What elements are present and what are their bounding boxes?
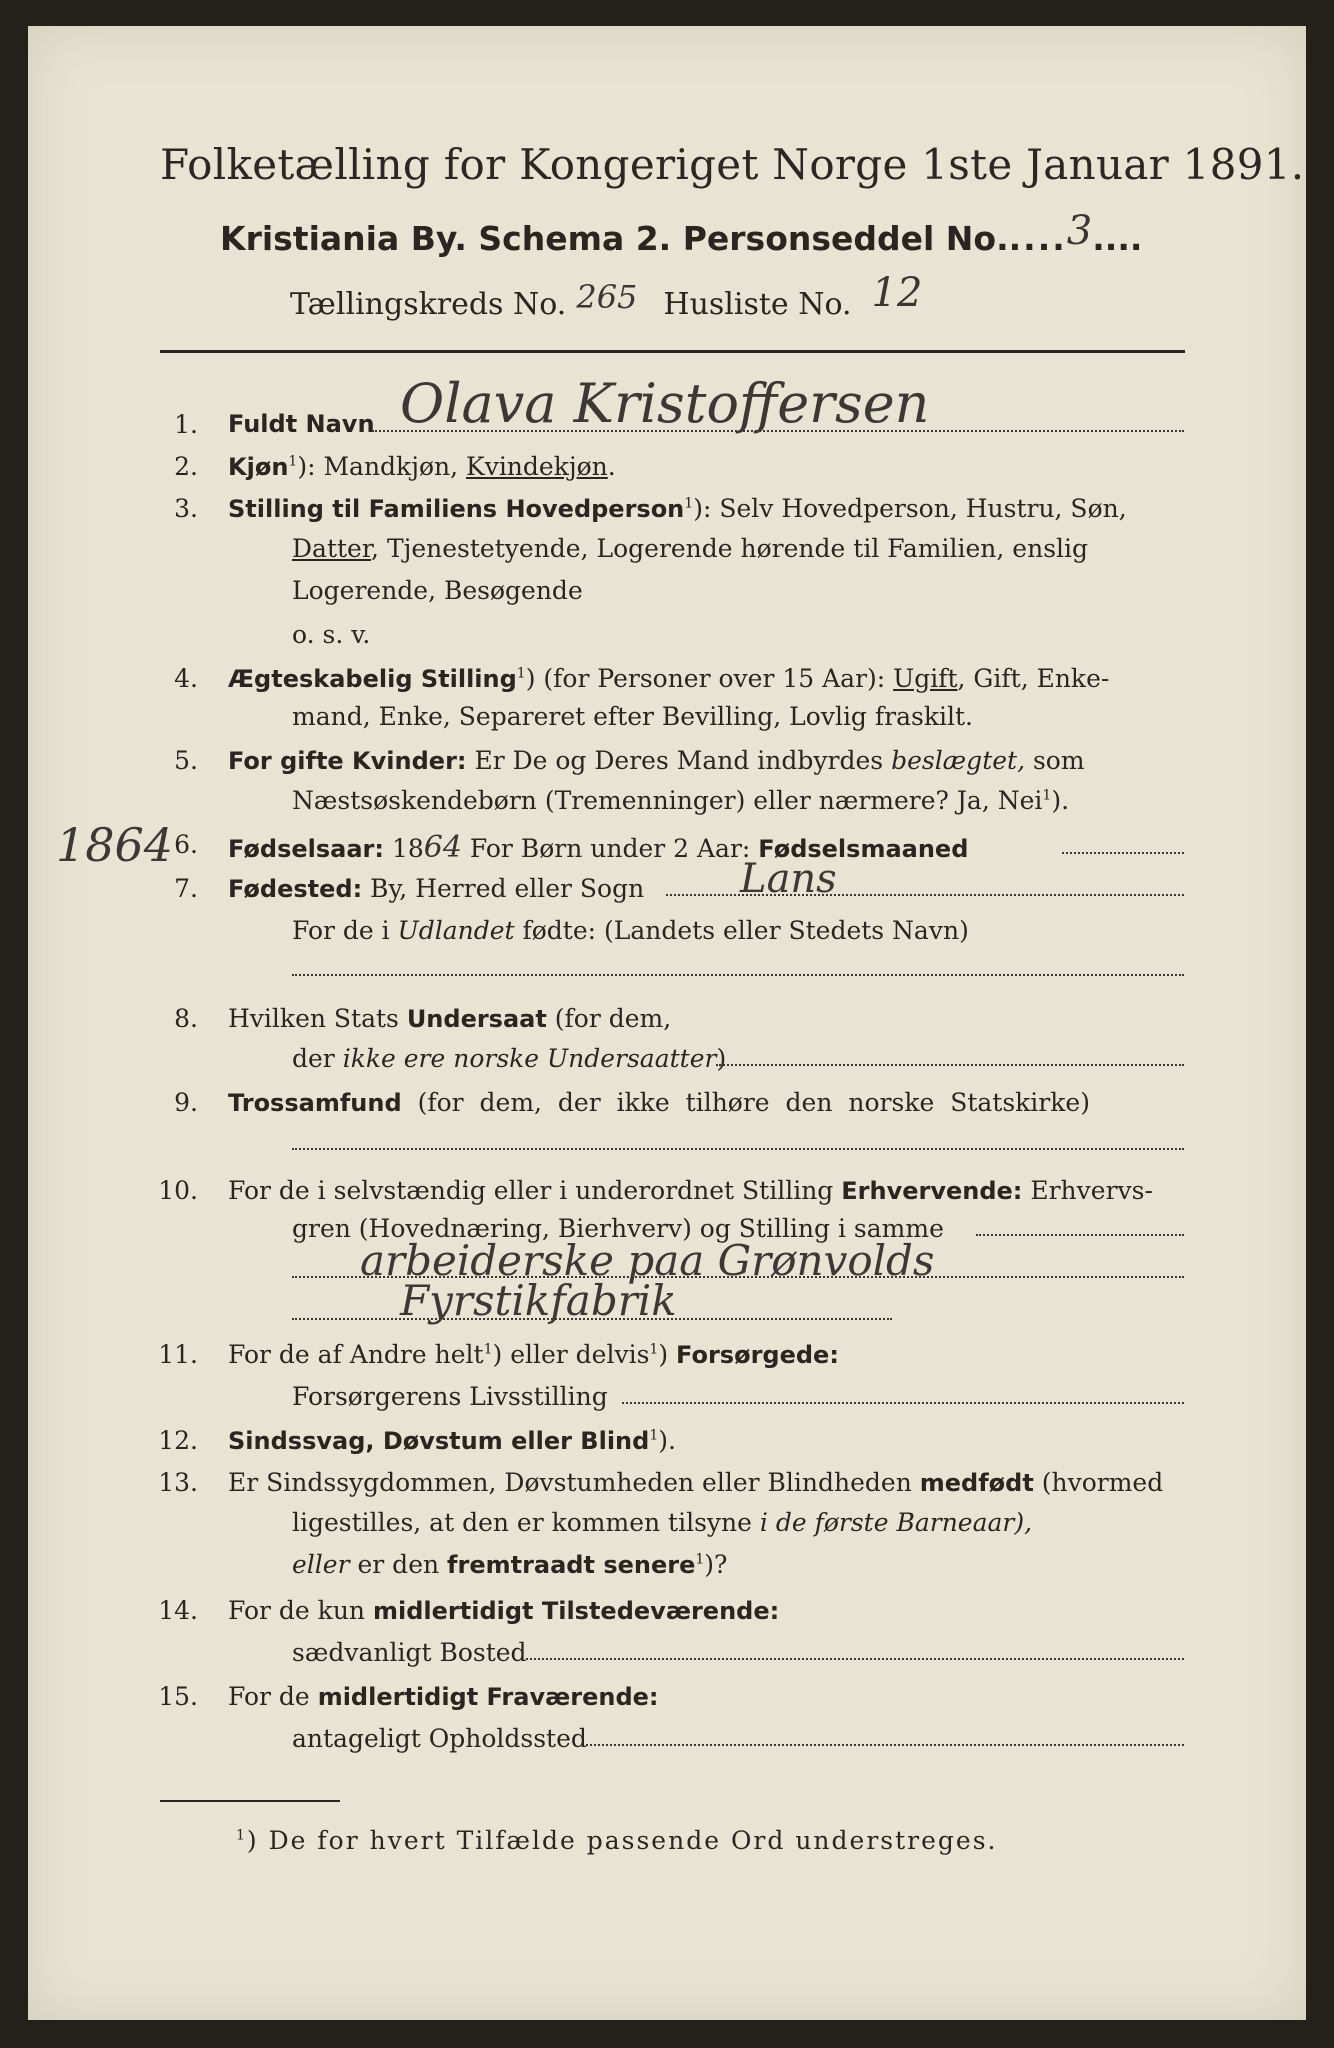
abroad-word: Udlandet bbox=[397, 916, 515, 945]
gender-line bbox=[228, 452, 616, 481]
temp-present-text: For de kun bbox=[228, 1596, 373, 1625]
disability-label: Sindssvag, Døvstum eller Blind bbox=[228, 1427, 650, 1455]
supported-text-b: ) eller delvis bbox=[492, 1340, 650, 1369]
usual-residence-fill bbox=[526, 1658, 1184, 1660]
full-name-answer: Olava Kristoffersen bbox=[400, 372, 930, 435]
husliste-number: 12 bbox=[871, 270, 923, 316]
footnote-ref: 1 bbox=[288, 453, 298, 470]
presumed-residence: antageligt Opholdssted bbox=[292, 1724, 587, 1753]
position-line-3: Logerende, Besøgende bbox=[292, 576, 583, 605]
occupation-answer-2: Fyrstikfabrik bbox=[400, 1276, 677, 1325]
footnote-ref: 1 bbox=[1042, 787, 1052, 804]
item-number: 7. bbox=[174, 874, 198, 903]
position-line-4: o. s. v. bbox=[292, 620, 371, 649]
item-number: 14. bbox=[158, 1596, 198, 1625]
punct: ) bbox=[716, 1044, 727, 1073]
footnote bbox=[236, 1826, 997, 1855]
district-line bbox=[290, 270, 923, 324]
congenital-text-d: er den bbox=[349, 1550, 448, 1579]
married-women-end: som bbox=[1025, 746, 1085, 775]
married-women-line-1 bbox=[228, 746, 1085, 775]
birthplace-text: By, Herred eller Sogn bbox=[362, 874, 645, 903]
position-label: Stilling til Familiens Hovedperson bbox=[228, 495, 685, 523]
item-number: 12. bbox=[158, 1426, 198, 1455]
married-women-label: For gifte Kvinder: bbox=[228, 747, 467, 775]
header-rule bbox=[160, 350, 1185, 353]
taellingskreds-number: 265 bbox=[576, 278, 638, 316]
occupation-line-2: gren (Hovednæring, Bierhverv) og Stilling i samme bbox=[292, 1214, 944, 1243]
punct: )? bbox=[704, 1550, 728, 1579]
childhood-phrase: i de første Barneaar), bbox=[759, 1508, 1033, 1537]
cousin-question: Næstsøskendebørn (Tremenninger) eller nærmere? Ja, Nei bbox=[292, 786, 1043, 815]
citizenship-line-2 bbox=[292, 1044, 726, 1073]
congenital-line-3 bbox=[292, 1550, 727, 1579]
marital-label: Ægteskabelig Stilling bbox=[228, 665, 517, 693]
item-number: 11. bbox=[158, 1340, 198, 1369]
punct: ). bbox=[1051, 786, 1070, 815]
item-number: 4. bbox=[174, 664, 198, 693]
birthplace-line bbox=[228, 874, 644, 903]
gender-label: Kjøn bbox=[228, 453, 289, 481]
religion-fill bbox=[292, 1148, 1184, 1150]
item-number: 1. bbox=[174, 410, 198, 439]
congenital-text-a: Er Sindssygdommen, Døvstumheden eller Blindheden bbox=[228, 1468, 920, 1497]
not-norwegian-phrase: ikke ere norske Undersaatter bbox=[342, 1044, 717, 1073]
gender-options: ): Mandkjøn, bbox=[297, 452, 467, 481]
marital-selected: Ugift bbox=[893, 664, 958, 693]
disability-line bbox=[228, 1426, 676, 1455]
congenital-label: medfødt bbox=[919, 1469, 1034, 1497]
usual-residence: sædvanligt Bosted bbox=[292, 1638, 527, 1667]
item-number: 2. bbox=[174, 452, 198, 481]
margin-year-note: 1864 bbox=[56, 818, 174, 872]
item-number: 9. bbox=[174, 1088, 198, 1117]
gender-selected: Kvindekjøn bbox=[466, 452, 608, 481]
taellingskreds-label: Tællingskreds No. bbox=[290, 287, 567, 322]
punct: . bbox=[607, 452, 616, 481]
position-selected: Datter bbox=[292, 534, 372, 563]
supported-line-1 bbox=[228, 1340, 839, 1369]
foreign-text-b: fødte: (Landets eller Stedets Navn) bbox=[514, 916, 969, 945]
item-number: 13. bbox=[158, 1468, 198, 1497]
husliste-label: Husliste No. bbox=[663, 287, 852, 322]
footnote-ref: 1 bbox=[684, 495, 694, 512]
marital-options: , Gift, Enke- bbox=[957, 664, 1110, 693]
footnote-rule bbox=[160, 1800, 340, 1802]
position-options-1: ): Selv Hovedperson, Hustru, Søn, bbox=[693, 494, 1127, 523]
form-subtitle: Kristiania By. Schema 2. Personseddel No.....3.... bbox=[220, 208, 1143, 258]
supported-label: Forsørgede: bbox=[676, 1341, 839, 1369]
congenital-line-2 bbox=[292, 1508, 1032, 1537]
birth-year-answer: 64 bbox=[423, 830, 462, 865]
birth-month-text: For Børn under 2 Aar: bbox=[461, 834, 759, 863]
related-word: beslægtet, bbox=[891, 746, 1026, 775]
citizenship-text-c: der bbox=[292, 1044, 343, 1073]
footnote-ref: 1 bbox=[695, 1551, 705, 1568]
century-prefix: 18 bbox=[384, 834, 424, 863]
punct: ) bbox=[658, 1340, 677, 1369]
congenital-text-b: (hvormed bbox=[1033, 1468, 1164, 1497]
position-line-1 bbox=[228, 494, 1127, 523]
footnote-ref: 1 bbox=[483, 1341, 493, 1358]
occupation-fill-1 bbox=[976, 1234, 1184, 1236]
marital-line-2: mand, Enke, Separeret efter Bevilling, Lovlig fraskilt. bbox=[292, 702, 973, 731]
birth-year-line bbox=[228, 830, 968, 865]
item-number: 10. bbox=[158, 1176, 198, 1205]
religion-label: Trossamfund bbox=[228, 1089, 402, 1117]
citizenship-fill bbox=[716, 1064, 1184, 1066]
item-number: 5. bbox=[174, 746, 198, 775]
temp-absent-label: midlertidigt Fraværende: bbox=[317, 1683, 659, 1711]
footnote-marker: 1 bbox=[236, 1827, 247, 1844]
occupation-label: Erhvervende: bbox=[841, 1177, 1023, 1205]
item-number: 3. bbox=[174, 494, 198, 523]
later-label: fremtraadt senere bbox=[447, 1551, 696, 1579]
item-number: 8. bbox=[174, 1004, 198, 1033]
subtitle-text: Kristiania By. Schema 2. Personseddel No. bbox=[220, 219, 1009, 258]
footnote-ref: 1 bbox=[649, 1427, 659, 1444]
or-word: eller bbox=[292, 1550, 350, 1579]
birthplace-answer: Lans bbox=[740, 856, 837, 902]
occupation-line-1 bbox=[228, 1176, 1153, 1205]
married-women-line-2 bbox=[292, 786, 1069, 815]
footnote-ref: 1 bbox=[516, 665, 526, 682]
occupation-answer-1: arbeiderske paa Grønvolds bbox=[360, 1236, 935, 1285]
punct: ). bbox=[658, 1426, 676, 1455]
marital-text: ) (for Personer over 15 Aar): bbox=[525, 664, 894, 693]
birth-year-label: Fødselsaar: bbox=[228, 835, 384, 863]
birth-month-label: Fødselsmaaned bbox=[758, 835, 969, 863]
supporter-occupation: Forsørgerens Livsstilling bbox=[292, 1382, 608, 1411]
occupation-text-b: Erhvervs- bbox=[1022, 1176, 1153, 1205]
foreign-text-a: For de i bbox=[292, 916, 398, 945]
item-number: 6. bbox=[174, 830, 198, 859]
footnote-text: ) De for hvert Tilfælde passende Ord understreges. bbox=[246, 1826, 998, 1855]
citizenship-label: Undersaat bbox=[406, 1005, 547, 1033]
religion-text: (for dem, der ikke tilhøre den norske Statskirke) bbox=[401, 1088, 1090, 1117]
supported-text-a: For de af Andre helt bbox=[228, 1340, 484, 1369]
item-number: 15. bbox=[158, 1682, 198, 1711]
congenital-line-1 bbox=[228, 1468, 1163, 1497]
marital-line-1 bbox=[228, 664, 1109, 693]
occupation-text-a: For de i selvstændig eller i underordnet Stilling bbox=[228, 1176, 842, 1205]
temp-absent-text: For de bbox=[228, 1682, 318, 1711]
citizenship-text-b: (for dem, bbox=[546, 1004, 672, 1033]
citizenship-text-a: Hvilken Stats bbox=[228, 1004, 407, 1033]
temp-present-line bbox=[228, 1596, 779, 1625]
foreign-birth-line bbox=[292, 916, 969, 945]
temp-present-label: midlertidigt Tilstedeværende: bbox=[372, 1597, 780, 1625]
birthplace-label: Fødested: bbox=[228, 875, 363, 903]
citizenship-line-1 bbox=[228, 1004, 671, 1033]
supporter-fill bbox=[622, 1402, 1184, 1404]
foreign-birth-fill bbox=[292, 974, 1184, 976]
form-title: Folketælling for Kongeriget Norge 1ste Januar 1891. bbox=[160, 140, 1305, 189]
married-women-text: Er De og Deres Mand indbyrdes bbox=[466, 746, 892, 775]
birth-month-line bbox=[1062, 852, 1184, 854]
religion-line bbox=[228, 1088, 1090, 1117]
footnote-ref: 1 bbox=[649, 1341, 659, 1358]
presumed-residence-fill bbox=[586, 1744, 1184, 1746]
congenital-text-c: ligestilles, at den er kommen tilsyne bbox=[292, 1508, 760, 1537]
personseddel-number: 3 bbox=[1066, 208, 1093, 254]
full-name-label: Fuldt Navn bbox=[228, 410, 375, 438]
position-options-2: , Tjenestetyende, Logerende hørende til Familien, enslig bbox=[371, 534, 1089, 563]
position-line-2 bbox=[292, 534, 1088, 563]
temp-absent-line bbox=[228, 1682, 659, 1711]
